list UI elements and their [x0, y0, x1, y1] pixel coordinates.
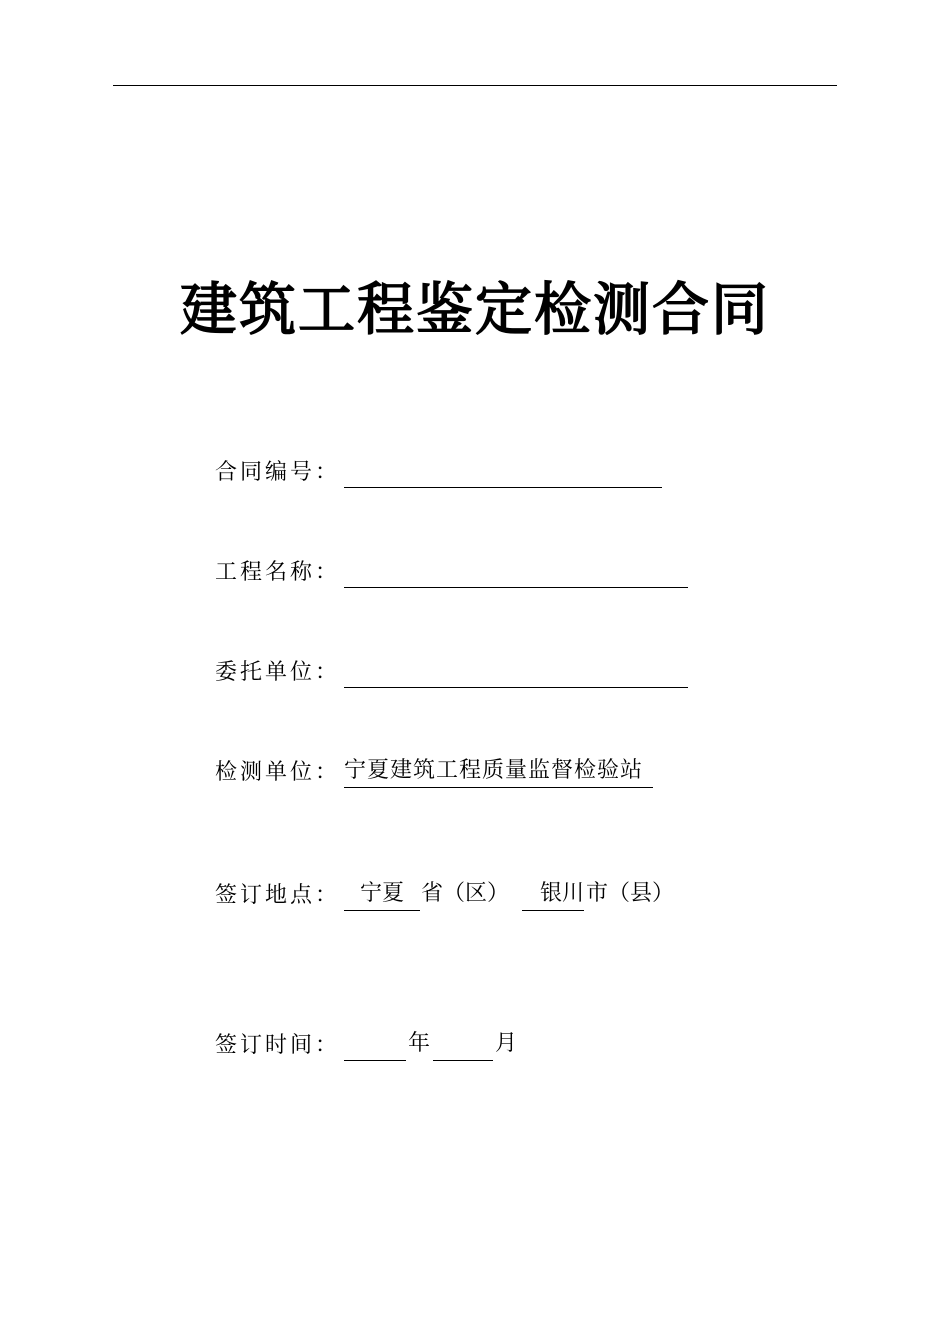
client-label: 委托单位： [215, 660, 341, 685]
testing-unit-label: 检测单位： [215, 760, 341, 785]
sign-month-blank[interactable] [433, 1028, 493, 1061]
sign-year-suffix: 年 [408, 1031, 431, 1056]
document-title: 建筑工程鉴定检测合同 [180, 277, 770, 343]
sign-time-row [215, 1028, 518, 1064]
client-blank[interactable] [344, 655, 688, 688]
project-name-row [215, 555, 340, 591]
project-name-label: 工程名称： [215, 560, 341, 585]
sign-place-label: 签订地点： [215, 883, 341, 908]
contract-no-blank[interactable] [344, 455, 662, 488]
project-name-blank[interactable] [344, 555, 688, 588]
client-row [215, 655, 340, 691]
testing-unit-row [215, 755, 644, 791]
sign-year-blank[interactable] [344, 1028, 406, 1061]
testing-unit-value: 宁夏建筑工程质量监督检验站 [344, 755, 653, 788]
header-rule [113, 85, 837, 86]
sign-place-city-suffix: 市（县） [586, 881, 675, 906]
sign-place-province: 宁夏 [344, 878, 420, 911]
contract-no-row [215, 455, 340, 491]
contract-no-label: 合同编号： [215, 460, 341, 485]
sign-place-province-suffix: 省（区） [421, 881, 510, 906]
sign-month-suffix: 月 [495, 1031, 518, 1056]
sign-time-label: 签订时间： [215, 1033, 341, 1058]
sign-place-city: 银川 [522, 878, 584, 911]
sign-place-row [215, 878, 675, 914]
